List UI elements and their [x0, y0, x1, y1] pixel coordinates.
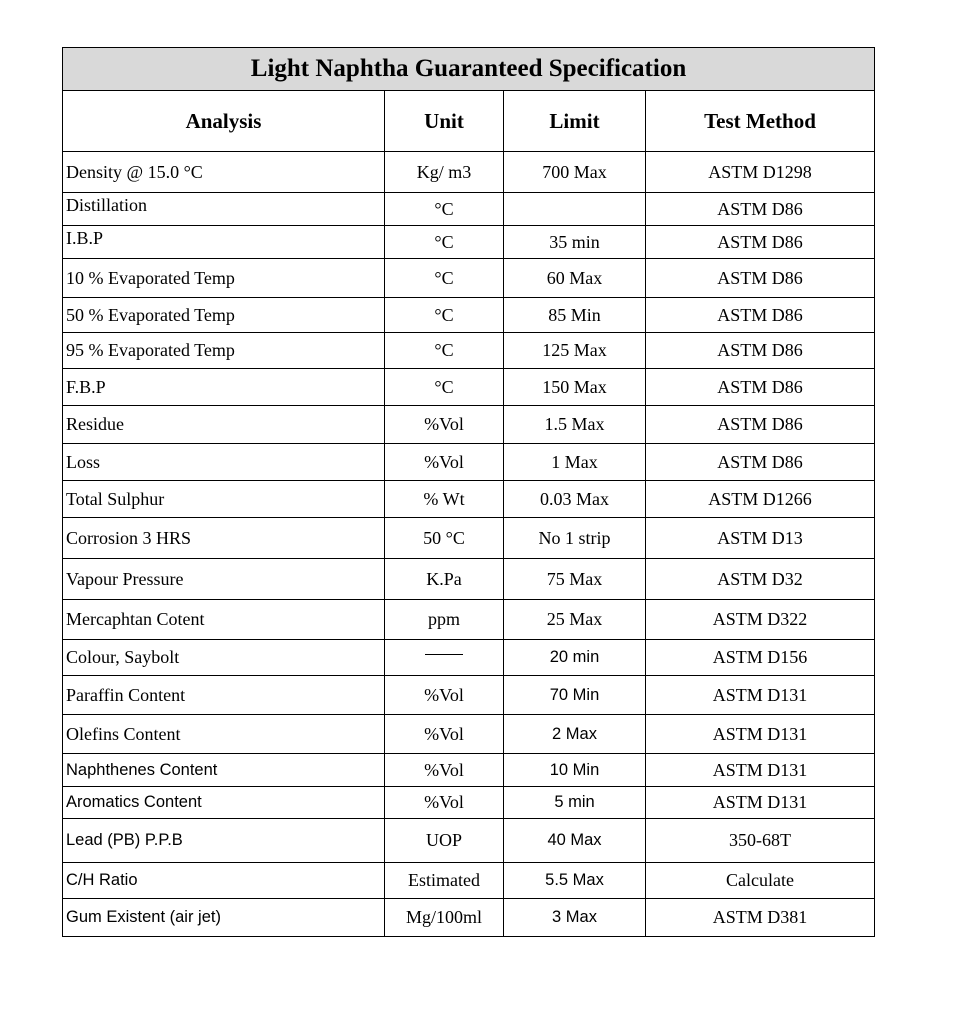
method-cell: ASTM D1266 — [646, 481, 875, 518]
unit-cell: °C — [385, 298, 504, 333]
header-unit: Unit — [385, 91, 504, 152]
table-row — [63, 518, 875, 559]
table-row — [63, 333, 875, 369]
table-row — [63, 193, 875, 226]
limit-cell: 2 Max — [504, 715, 646, 754]
analysis-cell: I.B.P — [63, 226, 385, 259]
limit-cell: No 1 strip — [504, 518, 646, 559]
limit-cell: 0.03 Max — [504, 481, 646, 518]
unit-cell: %Vol — [385, 406, 504, 444]
unit-cell: Kg/ m3 — [385, 152, 504, 193]
unit-cell: Mg/100ml — [385, 899, 504, 937]
table-row — [63, 559, 875, 600]
unit-cell: °C — [385, 193, 504, 226]
limit-cell: 40 Max — [504, 819, 646, 863]
analysis-cell: Olefins Content — [63, 715, 385, 754]
analysis-cell: Gum Existent (air jet) — [63, 899, 385, 937]
table-row — [63, 600, 875, 640]
table-row — [63, 676, 875, 715]
analysis-cell: Density @ 15.0 °C — [63, 152, 385, 193]
unit-cell: °C — [385, 369, 504, 406]
title-row — [63, 48, 875, 91]
table-row — [63, 481, 875, 518]
unit-cell: %Vol — [385, 676, 504, 715]
unit-cell: °C — [385, 333, 504, 369]
unit-cell — [385, 640, 504, 676]
method-cell: ASTM D86 — [646, 406, 875, 444]
method-cell: ASTM D131 — [646, 676, 875, 715]
header-test-method: Test Method — [646, 91, 875, 152]
analysis-cell: 50 % Evaporated Temp — [63, 298, 385, 333]
analysis-cell: Loss — [63, 444, 385, 481]
analysis-cell: 95 % Evaporated Temp — [63, 333, 385, 369]
limit-cell: 35 min — [504, 226, 646, 259]
method-cell: ASTM D86 — [646, 333, 875, 369]
analysis-cell: Mercaphtan Cotent — [63, 600, 385, 640]
limit-cell: 70 Min — [504, 676, 646, 715]
limit-cell: 60 Max — [504, 259, 646, 298]
analysis-cell: Vapour Pressure — [63, 559, 385, 600]
specification-table — [62, 47, 875, 937]
table-row — [63, 787, 875, 819]
unit-cell: °C — [385, 226, 504, 259]
unit-cell: Estimated — [385, 863, 504, 899]
method-cell: ASTM D86 — [646, 444, 875, 481]
table-row — [63, 369, 875, 406]
table-row — [63, 640, 875, 676]
method-cell: ASTM D86 — [646, 259, 875, 298]
limit-cell: 5.5 Max — [504, 863, 646, 899]
limit-cell: 150 Max — [504, 369, 646, 406]
table-row — [63, 444, 875, 481]
method-cell: ASTM D131 — [646, 715, 875, 754]
table-row — [63, 298, 875, 333]
table-title: Light Naphtha Guaranteed Specification — [63, 48, 875, 91]
table-row — [63, 715, 875, 754]
table-row — [63, 152, 875, 193]
analysis-cell: Distillation — [63, 193, 385, 226]
method-cell: ASTM D131 — [646, 787, 875, 819]
unit-cell: % Wt — [385, 481, 504, 518]
method-cell: ASTM D1298 — [646, 152, 875, 193]
analysis-cell: Residue — [63, 406, 385, 444]
method-cell: ASTM D156 — [646, 640, 875, 676]
analysis-cell: Colour, Saybolt — [63, 640, 385, 676]
limit-cell: 700 Max — [504, 152, 646, 193]
analysis-cell: Corrosion 3 HRS — [63, 518, 385, 559]
analysis-cell: Aromatics Content — [63, 787, 385, 819]
analysis-cell: Naphthenes Content — [63, 754, 385, 787]
limit-cell: 10 Min — [504, 754, 646, 787]
method-cell: ASTM D131 — [646, 754, 875, 787]
method-cell: Calculate — [646, 863, 875, 899]
limit-cell: 125 Max — [504, 333, 646, 369]
analysis-cell: C/H Ratio — [63, 863, 385, 899]
table-row — [63, 863, 875, 899]
limit-cell — [504, 193, 646, 226]
unit-cell: °C — [385, 259, 504, 298]
header-analysis: Analysis — [63, 91, 385, 152]
dash-mark — [425, 654, 463, 655]
method-cell: ASTM D86 — [646, 226, 875, 259]
limit-cell: 75 Max — [504, 559, 646, 600]
unit-cell: %Vol — [385, 787, 504, 819]
analysis-cell: Total Sulphur — [63, 481, 385, 518]
analysis-cell: 10 % Evaporated Temp — [63, 259, 385, 298]
unit-cell: ppm — [385, 600, 504, 640]
method-cell: ASTM D322 — [646, 600, 875, 640]
unit-cell: %Vol — [385, 754, 504, 787]
limit-cell: 85 Min — [504, 298, 646, 333]
method-cell: ASTM D86 — [646, 193, 875, 226]
table-row — [63, 819, 875, 863]
table-row — [63, 406, 875, 444]
unit-cell: %Vol — [385, 715, 504, 754]
method-cell: ASTM D86 — [646, 369, 875, 406]
limit-cell: 1.5 Max — [504, 406, 646, 444]
table-row — [63, 259, 875, 298]
method-cell: ASTM D381 — [646, 899, 875, 937]
unit-cell: %Vol — [385, 444, 504, 481]
analysis-cell: F.B.P — [63, 369, 385, 406]
header-row — [63, 91, 875, 152]
unit-cell: UOP — [385, 819, 504, 863]
method-cell: 350-68T — [646, 819, 875, 863]
unit-cell: K.Pa — [385, 559, 504, 600]
limit-cell: 5 min — [504, 787, 646, 819]
analysis-cell: Paraffin Content — [63, 676, 385, 715]
limit-cell: 20 min — [504, 640, 646, 676]
method-cell: ASTM D86 — [646, 298, 875, 333]
table-row — [63, 226, 875, 259]
limit-cell: 25 Max — [504, 600, 646, 640]
method-cell: ASTM D32 — [646, 559, 875, 600]
method-cell: ASTM D13 — [646, 518, 875, 559]
limit-cell: 3 Max — [504, 899, 646, 937]
table-row — [63, 754, 875, 787]
analysis-cell: Lead (PB) P.P.B — [63, 819, 385, 863]
unit-cell: 50 °C — [385, 518, 504, 559]
header-limit: Limit — [504, 91, 646, 152]
limit-cell: 1 Max — [504, 444, 646, 481]
table-row — [63, 899, 875, 937]
